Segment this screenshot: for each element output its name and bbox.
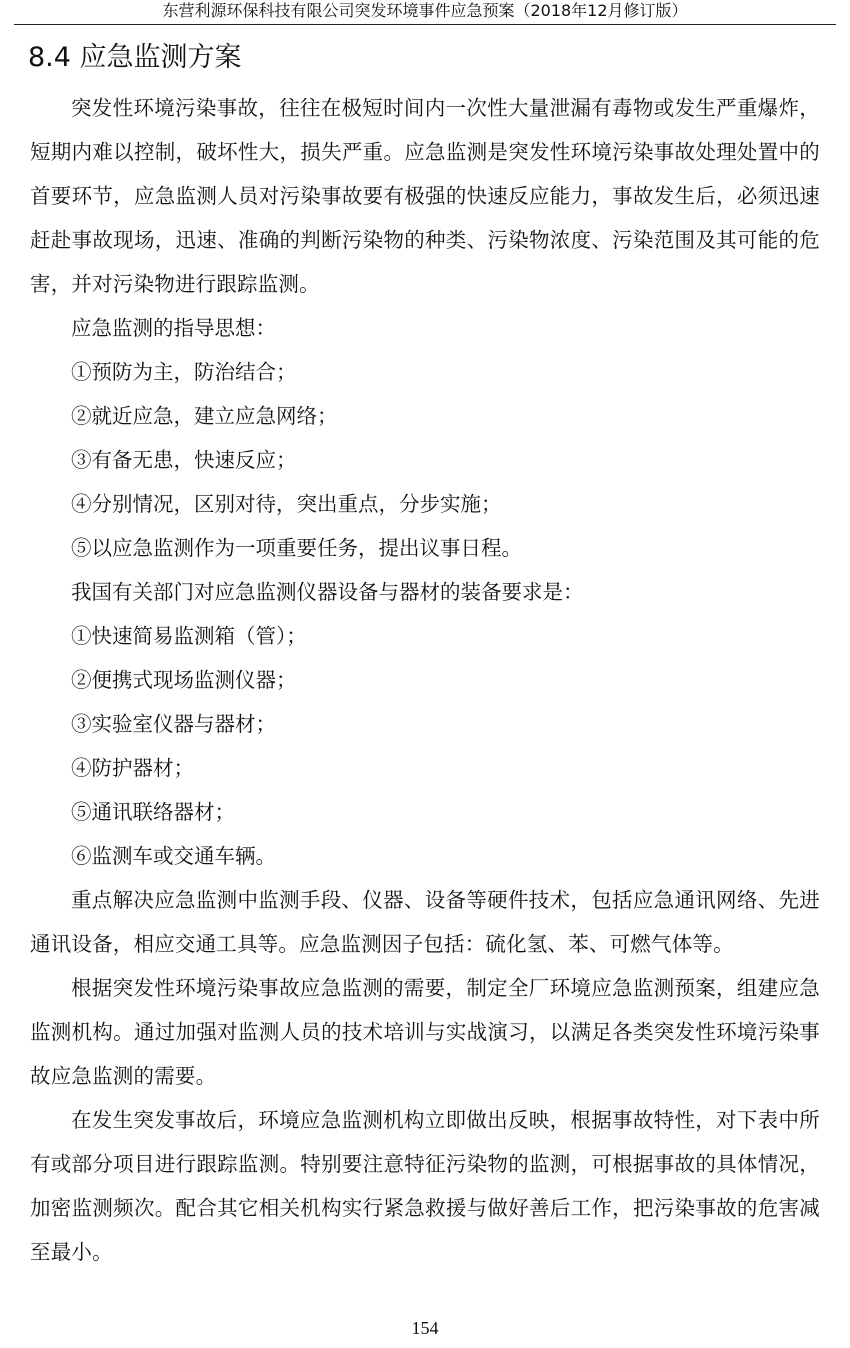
- list-item: ②便携式现场监测仪器；: [71, 668, 297, 692]
- header-rule: [14, 24, 836, 25]
- paragraph-hardware: 重点解决应急监测中监测手段、仪器、设备等硬件技术，包括应急通讯网络、先进通讯设备，相应交通工具等。应急监测因子包括：硫化氢、苯、可燃气体等。: [30, 888, 820, 956]
- list-item: ①预防为主，防治结合；: [71, 360, 297, 384]
- document-header: 东营利源环保科技有限公司突发环境事件应急预案（2018年12月修订版）: [162, 1, 688, 20]
- document-body: [30, 86, 820, 1274]
- equipment-intro: 我国有关部门对应急监测仪器设备与器材的装备要求是：: [71, 580, 584, 604]
- paragraph-plan: 根据突发性环境污染事故应急监测的需要，制定全厂环境应急监测预案，组建应急监测机构。通过加强对监测人员的技术培训与实战演习，以满足各类突发性环境污染事故应急监测的需要。: [30, 976, 820, 1088]
- section-title: 8.4 应急监测方案: [28, 42, 242, 73]
- list-item: ①快速简易监测箱（管）；: [71, 624, 307, 648]
- list-item: ⑤通讯联络器材；: [71, 800, 235, 824]
- list-item: ③有备无患，快速反应；: [71, 448, 297, 472]
- list-item: ③实验室仪器与器材；: [71, 712, 276, 736]
- list-item: ④分别情况，区别对待，突出重点，分步实施；: [71, 492, 502, 516]
- list-item: ④防护器材；: [71, 756, 194, 780]
- list-item: ②就近应急，建立应急网络；: [71, 404, 338, 428]
- paragraph-response: 在发生突发事故后，环境应急监测机构立即做出反映，根据事故特性，对下表中所有或部分项目进行跟踪监测。特别要注意特征污染物的监测，可根据事故的具体情况，加密监测频次。配合其它相关机构实行紧急救援与做好善后工作，把污染事故的危害减至最小。: [30, 1108, 820, 1264]
- guiding-intro: 应急监测的指导思想：: [71, 316, 276, 340]
- page-number: 154: [411, 1318, 439, 1338]
- paragraph-intro: 突发性环境污染事故，往往在极短时间内一次性大量泄漏有毒物或发生严重爆炸，短期内难以控制，破坏性大，损失严重。应急监测是突发性环境污染事故处理处置中的首要环节，应急监测人员对污染事故要有极强的快速反应能力，事故发生后，必须迅速赶赴事故现场，迅速、准确的判断污染物的种类、污染物浓度、污染范围及其可能的危害，并对污染物进行跟踪监测。: [30, 96, 820, 296]
- list-item: ⑤以应急监测作为一项重要任务，提出议事日程。: [71, 536, 522, 560]
- list-item: ⑥监测车或交通车辆。: [71, 844, 276, 868]
